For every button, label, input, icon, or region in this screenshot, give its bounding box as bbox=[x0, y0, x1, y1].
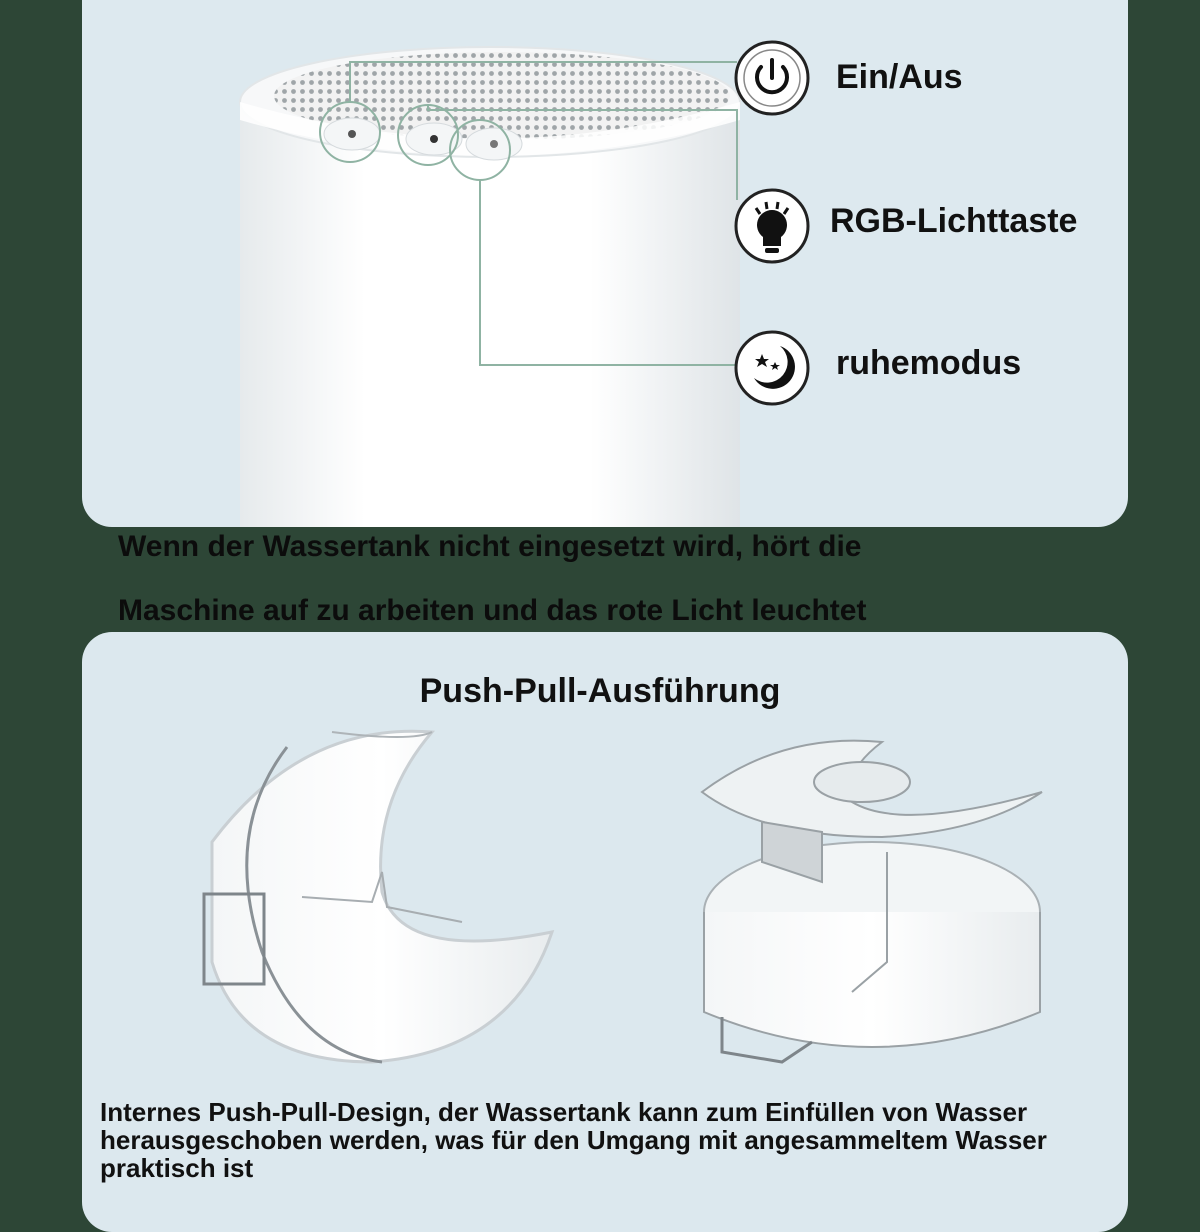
right-tank bbox=[702, 741, 1042, 1062]
push-pull-description: Internes Push-Pull-Design, der Wassertank kann zum Einfüllen von Wasser herausgeschoben werden, was für den Umgang mit angesammeltem Wasser praktisch ist bbox=[100, 1097, 1047, 1183]
push-pull-title: Push-Pull-Ausführung bbox=[419, 672, 781, 710]
lightbulb-icon bbox=[734, 188, 810, 264]
left-tank bbox=[204, 731, 552, 1062]
power-label: Ein/Aus bbox=[836, 58, 963, 96]
humidifier-device-illustration bbox=[82, 0, 1128, 527]
sleep-mode-label: ruhemodus bbox=[836, 344, 1022, 382]
power-icon bbox=[734, 40, 810, 116]
rgb-light-label: RGB-Lichttaste bbox=[830, 202, 1078, 240]
caption-line-1: Wenn der Wassertank nicht eingesetzt wird, hört die bbox=[118, 530, 862, 563]
caption-line-2: Maschine auf zu arbeiten und das rote Licht leuchtet bbox=[118, 594, 867, 627]
device-panel bbox=[82, 0, 1128, 527]
moon-stars-icon bbox=[734, 330, 810, 406]
